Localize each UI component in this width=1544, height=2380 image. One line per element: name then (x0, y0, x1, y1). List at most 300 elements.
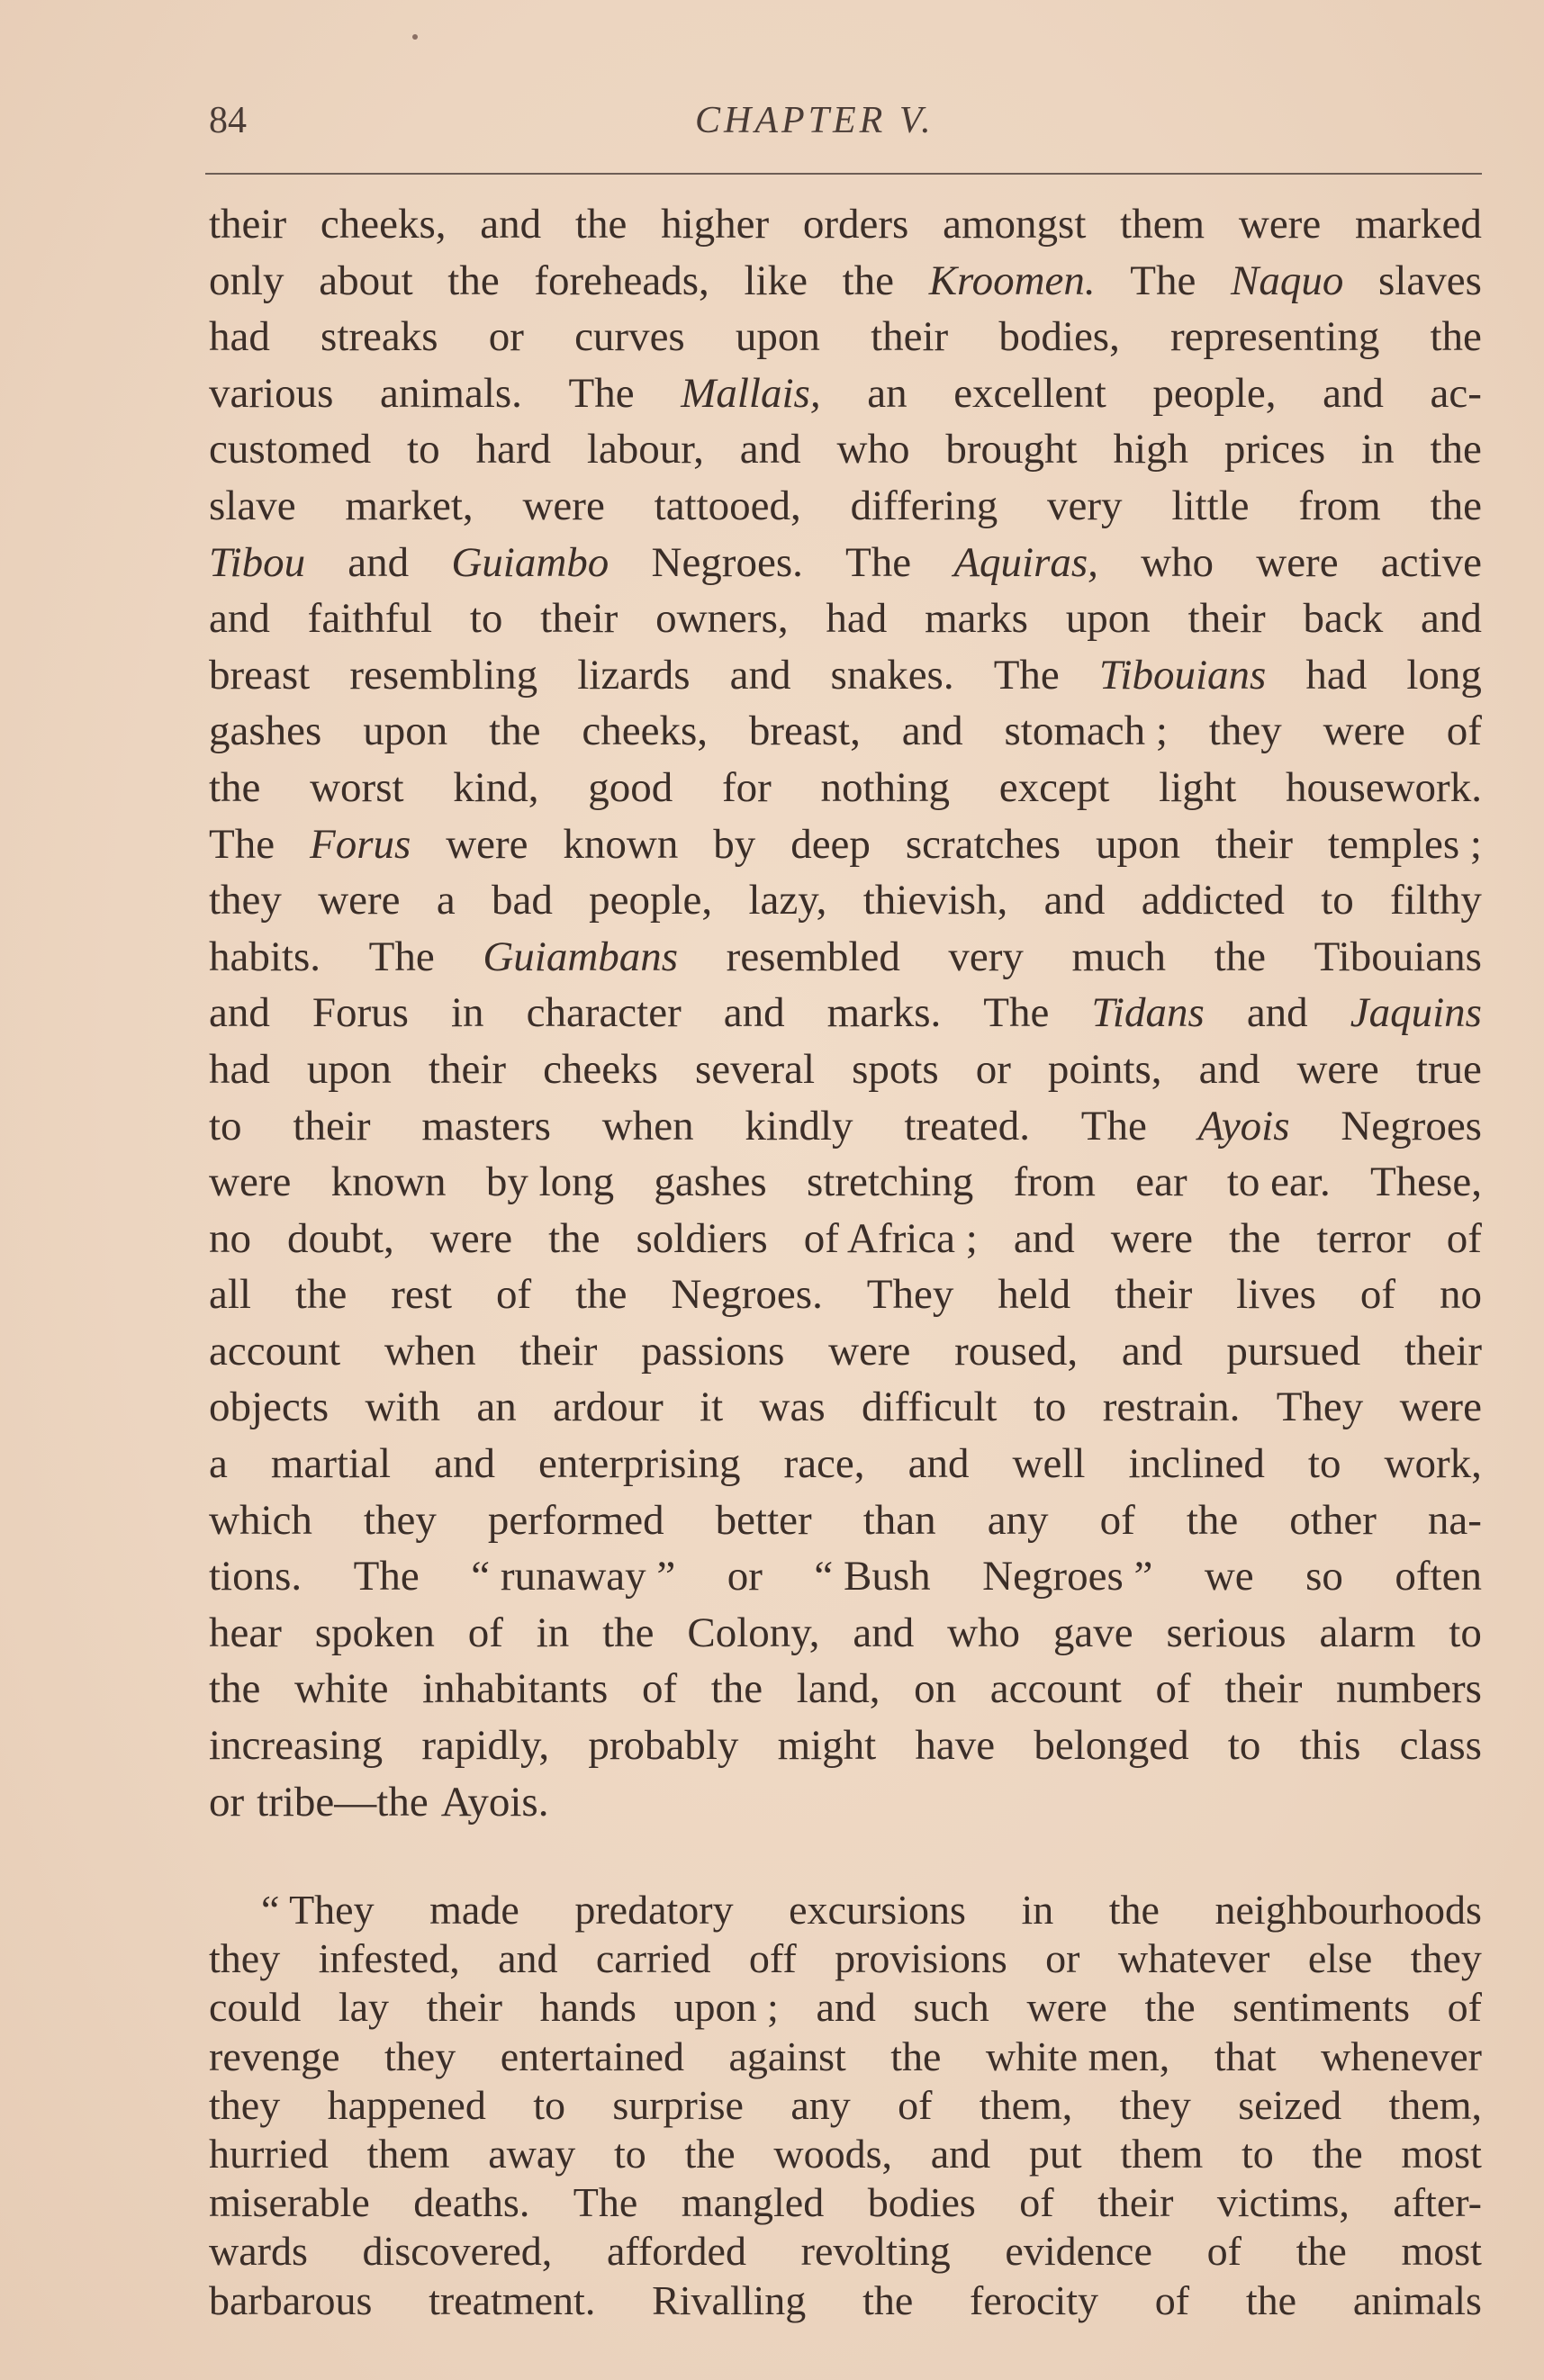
word: of (1154, 2276, 1190, 2323)
text-line (209, 703, 1482, 760)
word: their (426, 1984, 502, 2031)
word: or (209, 1778, 245, 1826)
word: such (913, 1984, 989, 2031)
word: when (601, 1102, 694, 1149)
word: no (209, 1214, 251, 1262)
word: Tidans (1091, 989, 1205, 1037)
word: work, (1384, 1440, 1482, 1488)
word: They (1276, 1384, 1364, 1431)
word: when (384, 1327, 476, 1375)
word: Aquiras, (953, 538, 1098, 586)
text-line (209, 365, 1482, 422)
word: surprise (612, 2081, 744, 2128)
word: the (890, 2033, 942, 2079)
paper-speck (412, 34, 418, 40)
word: The (573, 2179, 638, 2226)
word: masters (421, 1102, 551, 1149)
word: ear (1135, 1158, 1187, 1206)
word: excellent (953, 369, 1106, 417)
text-line (209, 1267, 1482, 1323)
word: they (384, 2033, 456, 2079)
word: kind, (453, 763, 539, 811)
word: we (1204, 1553, 1254, 1600)
word: woods, (773, 2130, 893, 2177)
word: were (1026, 1984, 1107, 2031)
word: cheeks, (582, 708, 708, 755)
word: lizards (577, 651, 691, 699)
word: good (588, 763, 673, 811)
word: were (522, 482, 605, 529)
word: inhabitants (422, 1665, 609, 1713)
word: infested, (318, 1935, 460, 1982)
word: nothing (820, 763, 951, 811)
word: this (1299, 1722, 1361, 1770)
word: account (209, 1327, 341, 1375)
word: the (1430, 426, 1482, 473)
word: habits. (209, 933, 321, 980)
word: the (574, 201, 628, 248)
word: they (1208, 708, 1282, 755)
word: Negroes (1341, 1102, 1482, 1149)
word: higher (661, 201, 770, 248)
word: were (1110, 1214, 1194, 1262)
word: who (836, 426, 910, 473)
word: were (318, 877, 401, 924)
word: faithful (307, 595, 433, 643)
paragraph-1 (209, 196, 1482, 1830)
word: to (469, 595, 503, 643)
word: very (1047, 482, 1123, 529)
word: active (1380, 538, 1482, 586)
text-line (209, 478, 1482, 535)
word: who (947, 1609, 1021, 1656)
text-line (209, 1154, 1482, 1211)
word: well (1012, 1440, 1086, 1488)
word: Jaquins (1350, 989, 1482, 1037)
word: them (1120, 201, 1205, 248)
text-line (209, 647, 1482, 704)
word: Kroomen. (928, 257, 1096, 304)
word: the (447, 257, 500, 304)
word: of (1446, 708, 1482, 755)
word: seized (1238, 2081, 1342, 2128)
word: have (915, 1722, 996, 1770)
text-line (209, 2178, 1482, 2227)
word: were (1256, 538, 1339, 586)
word: orders (802, 201, 909, 248)
word: white (294, 1665, 389, 1713)
word: Rivalling (652, 2276, 807, 2323)
text-line (209, 2081, 1482, 2130)
word: put (1028, 2130, 1082, 2177)
word: their (540, 595, 619, 643)
word: the (1108, 1887, 1160, 1933)
word: against (728, 2033, 846, 2079)
word: character (526, 989, 682, 1037)
word: the (842, 257, 895, 304)
word: people, (589, 877, 713, 924)
word: in (1361, 426, 1395, 473)
word: rest (391, 1271, 453, 1319)
word: were (1238, 201, 1322, 248)
word: ardour (553, 1384, 664, 1431)
word: addicted (1141, 877, 1285, 924)
word: their (293, 1102, 371, 1149)
word: pursued (1226, 1327, 1361, 1375)
word: were (209, 1158, 292, 1206)
word: most (1401, 2130, 1482, 2177)
text-line (209, 590, 1482, 647)
word: “ runaway ” (471, 1553, 676, 1600)
word: lazy, (748, 877, 827, 924)
word: and (498, 1935, 558, 1982)
header-rule (205, 173, 1482, 175)
word: to (1307, 1440, 1341, 1488)
word: temples ; (1327, 820, 1482, 868)
word: other (1289, 1496, 1377, 1544)
word: in (451, 989, 484, 1037)
word: which (209, 1496, 312, 1544)
word: excursions (789, 1887, 966, 1933)
text-line (209, 1379, 1482, 1436)
word: objects (209, 1384, 330, 1431)
word: of (1447, 1984, 1482, 2031)
word: owners, (655, 595, 789, 643)
word: barbarous (209, 2276, 373, 2323)
text-line (209, 2130, 1482, 2178)
word: belonged (1034, 1722, 1189, 1770)
word: ferocity (970, 2276, 1099, 2323)
word: Colony, (687, 1609, 820, 1656)
word: doubt, (286, 1214, 394, 1262)
word: people, (1152, 369, 1277, 417)
word: race, (783, 1440, 865, 1488)
word: an (476, 1384, 517, 1431)
word: the (1312, 2130, 1363, 2177)
word: no (1439, 1271, 1482, 1319)
word: they (1119, 2081, 1191, 2128)
word: spots (852, 1045, 939, 1093)
word: and (348, 538, 410, 586)
word: and (723, 989, 785, 1037)
word: the (209, 1665, 261, 1713)
word: Ayois. (440, 1778, 549, 1826)
word: they (1410, 1935, 1482, 1982)
word: provisions (835, 1935, 1007, 1982)
word: customed (209, 426, 372, 473)
word: breast, (748, 708, 861, 755)
word: upon (306, 1045, 392, 1093)
word: them, (979, 2081, 1073, 2128)
word: wards (209, 2228, 308, 2275)
text-line (209, 985, 1482, 1041)
word: “ They (261, 1887, 375, 1933)
word: breast (209, 651, 311, 699)
word: slaves (1378, 257, 1482, 304)
word: several (694, 1045, 816, 1093)
word: terror (1316, 1214, 1411, 1262)
text-line (209, 1211, 1482, 1267)
word: was (759, 1384, 826, 1431)
word: points, (1047, 1045, 1162, 1093)
word: prices (1223, 426, 1326, 473)
text-line (209, 1098, 1482, 1155)
text-line (209, 535, 1482, 591)
word: scratches (905, 820, 1061, 868)
word: and (1043, 877, 1106, 924)
word: else (1307, 1935, 1373, 1982)
word: any (987, 1496, 1049, 1544)
word: amongst (943, 201, 1087, 248)
text-line (209, 309, 1482, 365)
word: held (998, 1271, 1071, 1319)
word: to (1321, 877, 1354, 924)
word: marks (925, 595, 1028, 643)
word: and (1323, 369, 1384, 417)
word: The (993, 651, 1060, 699)
word: their (871, 313, 949, 361)
word: lay (338, 1984, 390, 2031)
word: enterprising (538, 1440, 741, 1488)
word: on (914, 1665, 957, 1713)
word: roused, (954, 1327, 1079, 1375)
word: They (866, 1271, 954, 1319)
word: treatment. (429, 2276, 596, 2323)
word: and (901, 708, 963, 755)
word: the (489, 708, 541, 755)
word: The (353, 1553, 420, 1600)
word: treated. (904, 1102, 1030, 1149)
word: account (989, 1665, 1122, 1713)
word: difficult (861, 1384, 998, 1431)
word: after- (1393, 2179, 1482, 2226)
word: only (209, 257, 284, 304)
word: to ear. (1226, 1158, 1331, 1206)
word: resembling (349, 651, 538, 699)
word: upon ; (673, 1984, 779, 2031)
word: might (777, 1722, 877, 1770)
word: to (1033, 1384, 1067, 1431)
word: the (575, 1271, 628, 1319)
word: or (975, 1045, 1011, 1093)
word: of Africa ; (803, 1214, 978, 1262)
word: Tibou (209, 538, 306, 586)
word: or (488, 313, 524, 361)
word: had (1305, 651, 1368, 699)
word: predatory (574, 1887, 734, 1933)
word: and (480, 201, 542, 248)
word: na- (1427, 1496, 1482, 1544)
word: spoken (314, 1609, 435, 1656)
word: probably (588, 1722, 739, 1770)
word: and (907, 1440, 970, 1488)
word: restrain. (1102, 1384, 1241, 1431)
word: and (209, 989, 270, 1037)
word: stretching (806, 1158, 974, 1206)
word: victims, (1216, 2179, 1350, 2226)
word: Tibouians (1098, 651, 1267, 699)
word: high (1113, 426, 1189, 473)
word: revolting (800, 2228, 951, 2275)
word: of (1359, 1271, 1396, 1319)
word: of (1155, 1665, 1191, 1713)
word: and (1421, 595, 1482, 643)
word: Guiambo (451, 538, 609, 586)
word: were (828, 1327, 911, 1375)
word: from (1013, 1158, 1096, 1206)
word: Forus (312, 989, 409, 1037)
word: made (429, 1887, 519, 1933)
word: known (563, 820, 679, 868)
word: them (1120, 2130, 1204, 2177)
word: thievish, (862, 877, 1008, 924)
word: differing (850, 482, 998, 529)
page-number: 84 (209, 100, 247, 141)
word: were (1323, 708, 1405, 755)
word: to (533, 2081, 565, 2128)
text-line (209, 1774, 1482, 1831)
word: evidence (1005, 2228, 1152, 2275)
text-line (209, 872, 1482, 929)
word: Negroes ” (982, 1553, 1153, 1600)
word: afforded (607, 2228, 746, 2275)
word: rapidly, (421, 1722, 550, 1770)
word: in (1021, 1887, 1054, 1933)
word: revenge (209, 2033, 340, 2079)
word: Ayois (1197, 1102, 1290, 1149)
word: animals (1352, 2276, 1482, 2323)
word: or (1045, 1935, 1080, 1982)
word: Negroes. (671, 1271, 823, 1319)
word: tions. (209, 1553, 302, 1600)
word: upon (735, 313, 820, 361)
word: like (744, 257, 808, 304)
word: very (948, 933, 1024, 980)
word: the (1430, 313, 1482, 361)
word: them (366, 2130, 450, 2177)
word: bad (491, 877, 553, 924)
word: it (700, 1384, 724, 1431)
word: and (1121, 1327, 1183, 1375)
text-line (209, 1436, 1482, 1492)
word: all (209, 1271, 251, 1319)
word: “ Bush (814, 1553, 931, 1600)
text-line (209, 253, 1482, 310)
word: hurried (209, 2130, 329, 2177)
word: snakes. (830, 651, 954, 699)
word: were (1296, 1045, 1379, 1093)
text-line (209, 760, 1482, 816)
text-line (209, 1934, 1482, 1983)
word: sentiments (1232, 1984, 1411, 2031)
word: bodies, (998, 313, 1120, 361)
text-line (209, 1886, 1482, 1934)
word: the (1186, 1496, 1239, 1544)
word: marked (1354, 201, 1482, 248)
text-line (209, 1717, 1482, 1774)
word: of (1446, 1214, 1482, 1262)
word: their (1404, 1327, 1482, 1375)
word: could (209, 1984, 302, 2031)
word: often (1395, 1553, 1482, 1600)
word: hear (209, 1609, 282, 1656)
word: the (1245, 2276, 1297, 2323)
word: the (294, 1271, 348, 1319)
word: by (713, 820, 756, 868)
word: their (1224, 1665, 1303, 1713)
running-head: CHAPTER V. (695, 100, 935, 141)
word: discovered, (362, 2228, 553, 2275)
word: and (209, 595, 270, 643)
word: hands (539, 1984, 637, 2031)
word: and (816, 1984, 876, 2031)
word: martial (270, 1440, 392, 1488)
word: The (209, 820, 275, 868)
text-line (209, 1983, 1482, 2032)
word: representing (1170, 313, 1380, 361)
word: of (1099, 1496, 1135, 1544)
word: ac- (1430, 369, 1482, 417)
word: Negroes. (651, 538, 803, 586)
word: slave (209, 482, 296, 529)
word: long (1406, 651, 1482, 699)
word: increasing (209, 1722, 384, 1770)
text-line (209, 1041, 1482, 1098)
word: about (319, 257, 413, 304)
word: alarm (1319, 1609, 1416, 1656)
word: gashes (209, 708, 322, 755)
word: were (446, 820, 528, 868)
word: foreheads, (534, 257, 709, 304)
text-line (209, 1605, 1482, 1662)
text-line (209, 1661, 1482, 1717)
word: kindly (745, 1102, 853, 1149)
word: upon (363, 708, 448, 755)
word: of (898, 2081, 933, 2128)
text-line (209, 2276, 1482, 2325)
word: entertained (500, 2033, 685, 2079)
word: animals. (379, 369, 522, 417)
text-line (209, 816, 1482, 873)
word: cheeks (543, 1045, 658, 1093)
word: to (1449, 1609, 1482, 1656)
word: Forus (309, 820, 411, 868)
word: to (209, 1102, 242, 1149)
text-line (209, 421, 1482, 478)
word: and (434, 1440, 495, 1488)
word: by long (485, 1158, 615, 1206)
word: whatever (1117, 1935, 1270, 1982)
word: These, (1369, 1158, 1482, 1206)
word: and (853, 1609, 915, 1656)
word: to (1227, 1722, 1261, 1770)
text-line (209, 2227, 1482, 2276)
word: so (1305, 1553, 1343, 1600)
word: of (467, 1609, 503, 1656)
word: numbers (1336, 1665, 1482, 1713)
word: for (721, 763, 772, 811)
word: Guiambans (483, 933, 679, 980)
word: the (684, 2130, 736, 2177)
word: and (1013, 1214, 1075, 1262)
word: they (209, 877, 282, 924)
word: any (790, 2081, 851, 2128)
word: cheeks, (320, 201, 447, 248)
word: or (727, 1553, 763, 1600)
word: performed (487, 1496, 664, 1544)
word: away (488, 2130, 576, 2177)
word: they (209, 1935, 281, 1982)
